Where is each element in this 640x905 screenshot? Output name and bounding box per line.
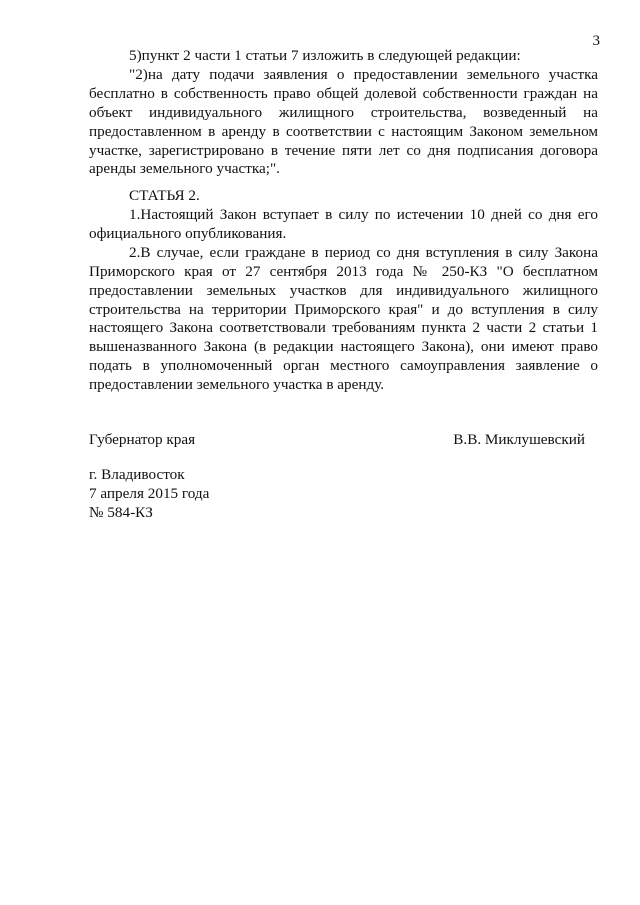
article-2-heading: СТАТЬЯ 2. (129, 187, 200, 204)
signatory-name: В.В. Миклушевский (453, 431, 585, 448)
footer-law-number: № 584-КЗ (89, 503, 153, 521)
page-number: 3 (592, 33, 600, 49)
signature-row (89, 431, 585, 450)
article-2-paragraph-1: 1.Настоящий Закон вступает в силу по истечении 10 дней со дня его официального опубликования. (89, 206, 598, 242)
signatory-position: Губернатор края (89, 431, 196, 448)
article-2-paragraph-2: 2.В случае, если граждане в период со дня вступления в силу Закона Приморского края от 27 сентября 2013 года № 250-КЗ "О бесплатном предоставлении земельных участков для индивидуального жилищного строительства на территории Приморского края" и до вступления в силу настоящего Закона соответствовали требованиям пункта 2 части 2 статьи 1 вышеназванного Закона (в редакции настоящего Закона), они имеют право подать в уполномоченный орган местного самоуправления заявление о предоставлении земельного участка в аренду. (89, 243, 598, 394)
footer-city: г. Владивосток (89, 466, 185, 483)
footer-date: 7 апреля 2015 года (89, 484, 210, 502)
article-2-body (89, 206, 598, 395)
amendment-text: "2)на дату подачи заявления о предоставлении земельного участка бесплатно в собственность право общей долевой собственности граждан на объект индивидуального жилищного строительства, возведенный на предоставленном в аренду в соответствии с настоящим Законом земельном участке, зарегистрировано в течение пяти лет со дня подписания договора аренды земельного участка;". (89, 65, 598, 178)
amendment-lead: 5)пункт 2 части 1 статьи 7 изложить в следующей редакции: (129, 47, 521, 64)
law-footer (89, 466, 209, 523)
amendment-block (89, 47, 598, 179)
